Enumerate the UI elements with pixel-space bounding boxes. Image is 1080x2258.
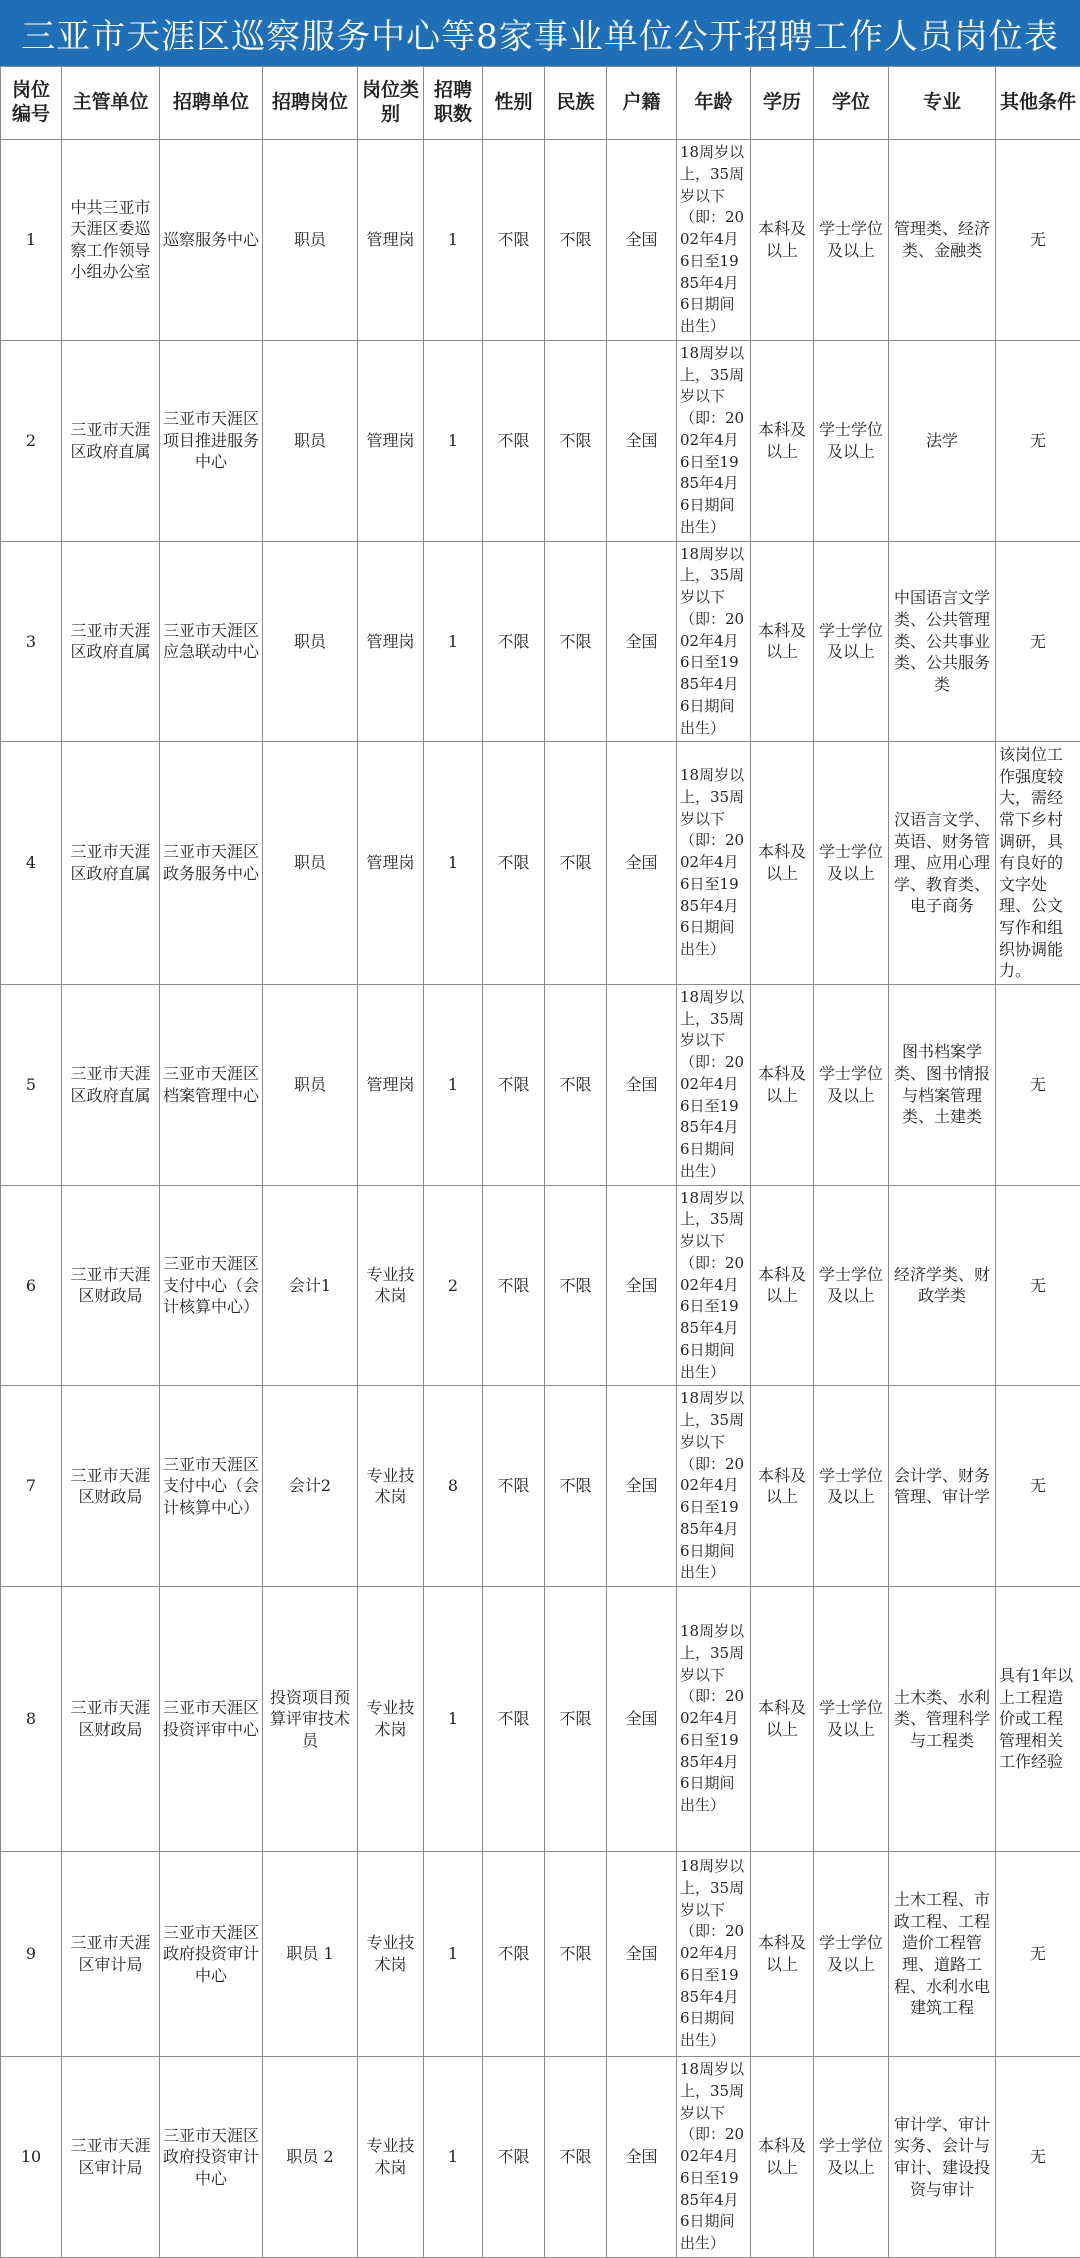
cell-category: 管理岗 [358, 340, 424, 541]
cell-degree: 学士学位及以上 [814, 1185, 889, 1386]
cell-category: 专业技术岗 [358, 1587, 424, 1852]
cell-other: 无 [996, 984, 1080, 1185]
cell-degree: 学士学位及以上 [814, 742, 889, 985]
cell-post: 职员 [263, 140, 358, 341]
cell-age: 18周岁以上，35周岁以下（即：2002年4月6日至1985年4月6日期间出生） [677, 742, 751, 985]
cell-ethnicity: 不限 [545, 2057, 607, 2258]
cell-category: 专业技术岗 [358, 2057, 424, 2258]
cell-ethnicity: 不限 [545, 1185, 607, 1386]
cell-department: 三亚市天涯区审计局 [62, 2057, 160, 2258]
cell-department: 三亚市天涯区财政局 [62, 1587, 160, 1852]
cell-department: 三亚市天涯区审计局 [62, 1852, 160, 2057]
header-cell: 性别 [483, 67, 545, 140]
cell-age: 18周岁以上，35周岁以下（即：2002年4月6日至1985年4月6日期间出生） [677, 1185, 751, 1386]
cell-age: 18周岁以上，35周岁以下（即：2002年4月6日至1985年4月6日期间出生） [677, 984, 751, 1185]
cell-count: 1 [424, 541, 483, 742]
cell-count: 1 [424, 2057, 483, 2258]
cell-department: 三亚市天涯区财政局 [62, 1386, 160, 1587]
cell-education: 本科及以上 [751, 742, 814, 985]
cell-ethnicity: 不限 [545, 140, 607, 341]
cell-degree: 学士学位及以上 [814, 1587, 889, 1852]
cell-unit: 三亚市天涯区项目推进服务中心 [160, 340, 263, 541]
cell-category: 专业技术岗 [358, 1386, 424, 1587]
cell-count: 1 [424, 742, 483, 985]
cell-gender: 不限 [483, 140, 545, 341]
cell-hukou: 全国 [607, 984, 677, 1185]
cell-post: 投资项目预算评审技术员 [263, 1587, 358, 1852]
header-cell: 招聘职数 [424, 67, 483, 140]
cell-position-id: 4 [1, 742, 62, 985]
table-row [1, 1852, 1080, 2057]
cell-category: 管理岗 [358, 140, 424, 341]
cell-major: 图书档案学类、图书情报与档案管理类、土建类 [889, 984, 996, 1185]
header-row [1, 67, 1080, 140]
header-cell: 年龄 [677, 67, 751, 140]
cell-hukou: 全国 [607, 2057, 677, 2258]
cell-gender: 不限 [483, 1386, 545, 1587]
cell-degree: 学士学位及以上 [814, 541, 889, 742]
header-cell: 学历 [751, 67, 814, 140]
cell-major: 中国语言文学类、公共管理类、公共事业类、公共服务类 [889, 541, 996, 742]
cell-post: 会计1 [263, 1185, 358, 1386]
cell-hukou: 全国 [607, 1386, 677, 1587]
cell-education: 本科及以上 [751, 1185, 814, 1386]
cell-education: 本科及以上 [751, 140, 814, 341]
header-cell: 户籍 [607, 67, 677, 140]
cell-unit: 三亚市天涯区应急联动中心 [160, 541, 263, 742]
cell-education: 本科及以上 [751, 1386, 814, 1587]
cell-position-id: 6 [1, 1185, 62, 1386]
cell-education: 本科及以上 [751, 2057, 814, 2258]
cell-gender: 不限 [483, 1587, 545, 1852]
table-row [1, 1386, 1080, 1587]
cell-position-id: 2 [1, 340, 62, 541]
cell-count: 2 [424, 1185, 483, 1386]
cell-unit: 三亚市天涯区政务服务中心 [160, 742, 263, 985]
cell-other: 无 [996, 340, 1080, 541]
cell-count: 1 [424, 1587, 483, 1852]
cell-post: 职员 1 [263, 1852, 358, 2057]
cell-hukou: 全国 [607, 541, 677, 742]
cell-department: 三亚市天涯区政府直属 [62, 340, 160, 541]
cell-department: 三亚市天涯区政府直属 [62, 742, 160, 985]
cell-other: 无 [996, 541, 1080, 742]
cell-position-id: 8 [1, 1587, 62, 1852]
cell-position-id: 3 [1, 541, 62, 742]
cell-hukou: 全国 [607, 1852, 677, 2057]
table-row [1, 2057, 1080, 2258]
cell-count: 1 [424, 984, 483, 1185]
cell-gender: 不限 [483, 340, 545, 541]
cell-major: 汉语言文学、英语、财务管理、应用心理学、教育类、电子商务 [889, 742, 996, 985]
cell-post: 职员 [263, 742, 358, 985]
cell-unit: 三亚市天涯区政府投资审计中心 [160, 1852, 263, 2057]
cell-position-id: 7 [1, 1386, 62, 1587]
cell-major: 审计学、审计实务、会计与审计、建设投资与审计 [889, 2057, 996, 2258]
cell-hukou: 全国 [607, 1185, 677, 1386]
cell-position-id: 1 [1, 140, 62, 341]
cell-age: 18周岁以上，35周岁以下（即：2002年4月6日至1985年4月6日期间出生） [677, 340, 751, 541]
header-cell: 民族 [545, 67, 607, 140]
cell-hukou: 全国 [607, 340, 677, 541]
cell-ethnicity: 不限 [545, 1587, 607, 1852]
cell-post: 职员 [263, 541, 358, 742]
cell-major: 管理类、经济类、金融类 [889, 140, 996, 341]
table-body [1, 140, 1080, 2258]
cell-unit: 三亚市天涯区政府投资审计中心 [160, 2057, 263, 2258]
cell-major: 土木工程、市政工程、工程造价工程管理、道路工程、水利水电建筑工程 [889, 1852, 996, 2057]
cell-category: 管理岗 [358, 984, 424, 1185]
cell-age: 18周岁以上，35周岁以下（即：2002年4月6日至1985年4月6日期间出生） [677, 140, 751, 341]
cell-department: 三亚市天涯区财政局 [62, 1185, 160, 1386]
cell-gender: 不限 [483, 1852, 545, 2057]
cell-education: 本科及以上 [751, 984, 814, 1185]
cell-ethnicity: 不限 [545, 984, 607, 1185]
cell-major: 经济学类、财政学类 [889, 1185, 996, 1386]
cell-gender: 不限 [483, 984, 545, 1185]
table-row [1, 742, 1080, 985]
cell-ethnicity: 不限 [545, 340, 607, 541]
table-row [1, 340, 1080, 541]
cell-other: 无 [996, 1852, 1080, 2057]
cell-position-id: 9 [1, 1852, 62, 2057]
positions-table-wrap [0, 66, 1080, 2258]
table-row [1, 1185, 1080, 1386]
cell-gender: 不限 [483, 2057, 545, 2258]
cell-category: 专业技术岗 [358, 1185, 424, 1386]
table-row [1, 541, 1080, 742]
cell-degree: 学士学位及以上 [814, 2057, 889, 2258]
cell-unit: 三亚市天涯区支付中心（会计核算中心） [160, 1185, 263, 1386]
cell-count: 1 [424, 340, 483, 541]
cell-other: 具有1年以上工程造价或工程管理相关工作经验 [996, 1587, 1080, 1852]
cell-other: 该岗位工作强度较大，需经常下乡村调研，具有良好的文字处理、公文写作和组织协调能力。 [996, 742, 1080, 985]
cell-unit: 巡察服务中心 [160, 140, 263, 341]
cell-hukou: 全国 [607, 140, 677, 341]
cell-age: 18周岁以上，35周岁以下（即：2002年4月6日至1985年4月6日期间出生） [677, 541, 751, 742]
cell-count: 1 [424, 1852, 483, 2057]
cell-education: 本科及以上 [751, 1587, 814, 1852]
cell-unit: 三亚市天涯区档案管理中心 [160, 984, 263, 1185]
cell-other: 无 [996, 1386, 1080, 1587]
cell-degree: 学士学位及以上 [814, 1386, 889, 1587]
cell-department: 三亚市天涯区政府直属 [62, 984, 160, 1185]
cell-other: 无 [996, 2057, 1080, 2258]
cell-unit: 三亚市天涯区投资评审中心 [160, 1587, 263, 1852]
header-cell: 招聘岗位 [263, 67, 358, 140]
cell-education: 本科及以上 [751, 1852, 814, 2057]
cell-age: 18周岁以上，35周岁以下（即：2002年4月6日至1985年4月6日期间出生） [677, 1587, 751, 1852]
table-row [1, 140, 1080, 341]
cell-age: 18周岁以上，35周岁以下（即：2002年4月6日至1985年4月6日期间出生） [677, 1852, 751, 2057]
cell-gender: 不限 [483, 541, 545, 742]
cell-position-id: 5 [1, 984, 62, 1185]
header-cell: 主管单位 [62, 67, 160, 140]
header-cell: 学位 [814, 67, 889, 140]
cell-unit: 三亚市天涯区支付中心（会计核算中心） [160, 1386, 263, 1587]
cell-hukou: 全国 [607, 1587, 677, 1852]
header-cell: 岗位类别 [358, 67, 424, 140]
cell-post: 会计2 [263, 1386, 358, 1587]
cell-post: 职员 2 [263, 2057, 358, 2258]
cell-other: 无 [996, 1185, 1080, 1386]
cell-degree: 学士学位及以上 [814, 340, 889, 541]
cell-hukou: 全国 [607, 742, 677, 985]
header-cell: 招聘单位 [160, 67, 263, 140]
cell-post: 职员 [263, 340, 358, 541]
cell-count: 1 [424, 140, 483, 341]
cell-department: 中共三亚市天涯区委巡察工作领导小组办公室 [62, 140, 160, 341]
cell-category: 管理岗 [358, 541, 424, 742]
cell-ethnicity: 不限 [545, 1852, 607, 2057]
cell-category: 管理岗 [358, 742, 424, 985]
cell-ethnicity: 不限 [545, 742, 607, 985]
header-cell: 岗位编号 [1, 67, 62, 140]
cell-department: 三亚市天涯区政府直属 [62, 541, 160, 742]
cell-ethnicity: 不限 [545, 541, 607, 742]
cell-other: 无 [996, 140, 1080, 341]
cell-category: 专业技术岗 [358, 1852, 424, 2057]
table-row [1, 1587, 1080, 1852]
cell-education: 本科及以上 [751, 541, 814, 742]
cell-gender: 不限 [483, 1185, 545, 1386]
cell-count: 8 [424, 1386, 483, 1587]
cell-age: 18周岁以上，35周岁以下（即：2002年4月6日至1985年4月6日期间出生） [677, 1386, 751, 1587]
header-cell: 其他条件 [996, 67, 1080, 140]
cell-degree: 学士学位及以上 [814, 1852, 889, 2057]
cell-ethnicity: 不限 [545, 1386, 607, 1587]
header-cell: 专业 [889, 67, 996, 140]
cell-education: 本科及以上 [751, 340, 814, 541]
cell-major: 会计学、财务管理、审计学 [889, 1386, 996, 1587]
cell-age: 18周岁以上，35周岁以下（即：2002年4月6日至1985年4月6日期间出生） [677, 2057, 751, 2258]
cell-post: 职员 [263, 984, 358, 1185]
cell-major: 土木类、水利类、管理科学与工程类 [889, 1587, 996, 1852]
cell-gender: 不限 [483, 742, 545, 985]
cell-degree: 学士学位及以上 [814, 984, 889, 1185]
table-row [1, 984, 1080, 1185]
page-title: 三亚市天涯区巡察服务中心等8家事业单位公开招聘工作人员岗位表 [0, 0, 1080, 66]
cell-degree: 学士学位及以上 [814, 140, 889, 341]
cell-position-id: 10 [1, 2057, 62, 2258]
cell-major: 法学 [889, 340, 996, 541]
positions-table [0, 66, 1080, 2258]
